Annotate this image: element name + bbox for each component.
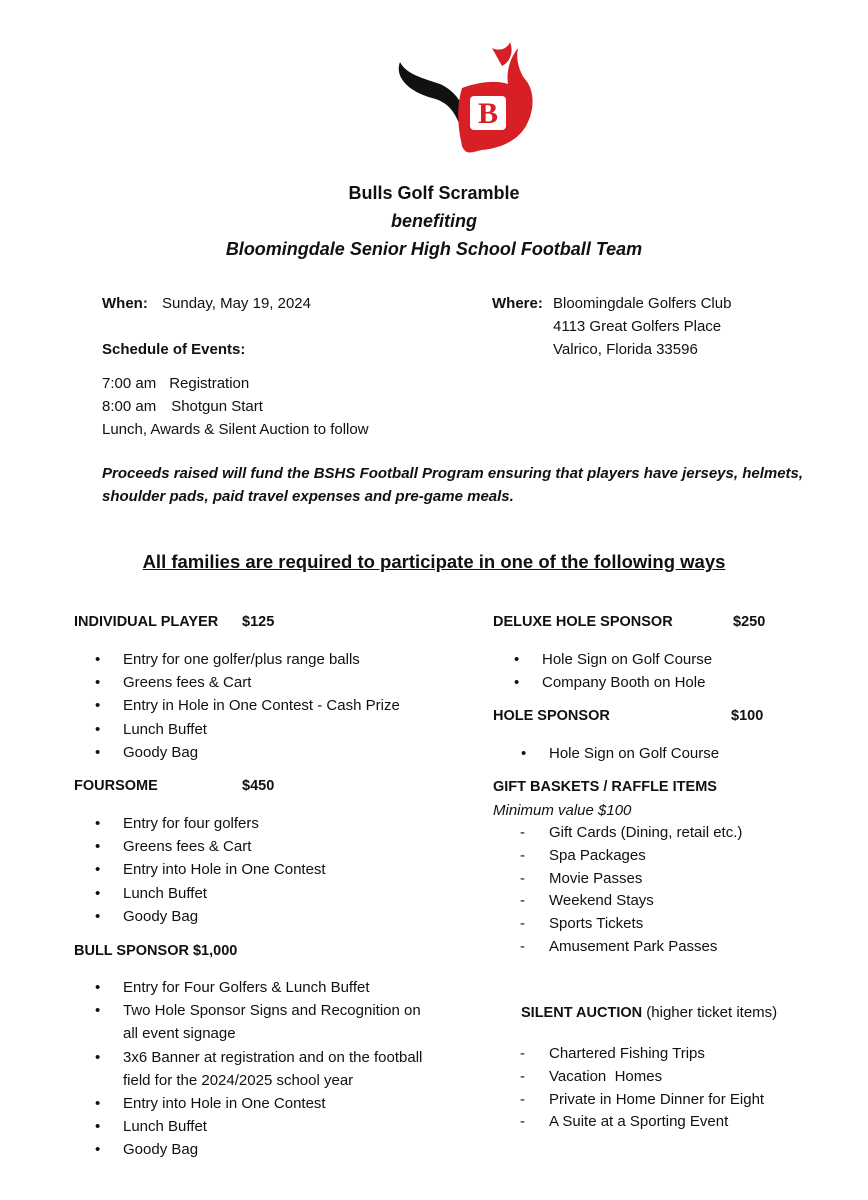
when-row xyxy=(102,295,311,312)
list-item: • Hole Sign on Golf Course xyxy=(500,742,830,765)
list-item: • Entry into Hole in One Contest xyxy=(74,858,454,881)
where-line-2: 4113 Great Golfers Place xyxy=(553,318,722,335)
gift-baskets-title: GIFT BASKETS / RAFFLE ITEMS xyxy=(493,779,717,795)
silent-auction-title: SILENT AUCTION xyxy=(521,1005,643,1021)
where-label: Where: xyxy=(492,295,543,312)
list-item: • Company Booth on Hole xyxy=(493,671,823,694)
logo-letter: B xyxy=(477,97,499,130)
list-item: • Greens fees & Cart xyxy=(74,835,454,858)
list-item: • Lunch Buffet xyxy=(74,718,454,741)
hole-sponsor-list xyxy=(500,742,830,765)
where-line-1: Bloomingdale Golfers Club xyxy=(553,295,732,312)
list-item: - Weekend Stays xyxy=(493,890,823,913)
list-item: • Lunch Buffet xyxy=(74,1115,439,1138)
list-item: • Hole Sign on Golf Course xyxy=(493,648,823,671)
list-item: - Private in Home Dinner for Eight xyxy=(493,1089,833,1112)
individual-player-list xyxy=(74,648,454,764)
gift-baskets-list xyxy=(493,822,823,959)
list-item: • Goody Bag xyxy=(74,905,454,928)
list-item: • Entry for one golfer/plus range balls xyxy=(74,648,454,671)
list-item: • Entry into Hole in One Contest xyxy=(74,1092,439,1115)
bull-horn-black xyxy=(399,62,468,132)
deluxe-hole-sponsor-list xyxy=(493,648,823,694)
proceeds-statement: Proceeds raised will fund the BSHS Football Program ensuring that players have jerseys, helmets, shoulder pads, paid travel expenses and pre-game meals. xyxy=(102,465,804,505)
schedule-label: Schedule of Events: xyxy=(102,341,246,358)
individual-player-price: $125 xyxy=(242,614,275,630)
deluxe-hole-sponsor-title: DELUXE HOLE SPONSOR xyxy=(493,614,673,630)
list-item: - Spa Packages xyxy=(493,845,823,868)
list-item: • Entry in Hole in One Contest - Cash Prize xyxy=(74,694,454,717)
event-title: Bulls Golf Scramble xyxy=(348,183,520,203)
deluxe-hole-sponsor-price: $250 xyxy=(733,614,766,630)
gift-baskets-note: Minimum value $100 xyxy=(493,802,632,819)
event-subtitle: benefiting xyxy=(391,211,477,231)
bulls-logo xyxy=(392,28,542,178)
silent-auction-list xyxy=(493,1043,833,1134)
list-item: - A Suite at a Sporting Event xyxy=(493,1111,833,1134)
list-item: • Lunch Buffet xyxy=(74,882,454,905)
schedule-note: Lunch, Awards & Silent Auction to follow xyxy=(102,421,369,438)
bull-sponsor-list xyxy=(74,976,439,1162)
foursome-list xyxy=(74,812,454,928)
list-item: • Goody Bag xyxy=(74,741,454,764)
list-item: - Vacation Homes xyxy=(493,1066,833,1089)
list-item: • Two Hole Sponsor Signs and Recognition on all event signage xyxy=(74,999,439,1045)
list-item: • Entry for four golfers xyxy=(74,812,454,835)
list-item: - Sports Tickets xyxy=(493,913,823,936)
list-item: - Amusement Park Passes xyxy=(493,936,823,959)
silent-auction-note: (higher ticket items) xyxy=(646,1004,778,1021)
when-label: When: xyxy=(102,295,148,312)
list-item: • Goody Bag xyxy=(74,1138,439,1161)
foursome-price: $450 xyxy=(242,778,275,794)
silent-auction-heading xyxy=(521,1004,777,1021)
foursome-title: FOURSOME xyxy=(74,778,158,794)
list-item: - Gift Cards (Dining, retail etc.) xyxy=(493,822,823,845)
list-item: • Greens fees & Cart xyxy=(74,671,454,694)
event-beneficiary: Bloomingdale Senior High School Football Team xyxy=(225,239,643,259)
schedule-item: 7:00 am Registration xyxy=(102,375,250,392)
individual-player-title: INDIVIDUAL PLAYER xyxy=(74,614,219,630)
bull-sponsor-title: BULL SPONSOR $1,000 xyxy=(74,943,238,959)
where-line-3: Valrico, Florida 33596 xyxy=(553,341,698,358)
list-item: • Entry for Four Golfers & Lunch Buffet xyxy=(74,976,439,999)
list-item: • 3x6 Banner at registration and on the football field for the 2024/2025 school year xyxy=(74,1046,439,1092)
participation-heading: All families are required to participate in one of the following ways xyxy=(142,551,726,572)
hole-sponsor-price: $100 xyxy=(731,708,764,724)
when-value: Sunday, May 19, 2024 xyxy=(162,295,311,312)
schedule-item: 8:00 am Shotgun Start xyxy=(102,398,263,415)
list-item: - Chartered Fishing Trips xyxy=(493,1043,833,1066)
list-item: - Movie Passes xyxy=(493,868,823,891)
hole-sponsor-title: HOLE SPONSOR xyxy=(493,708,610,724)
